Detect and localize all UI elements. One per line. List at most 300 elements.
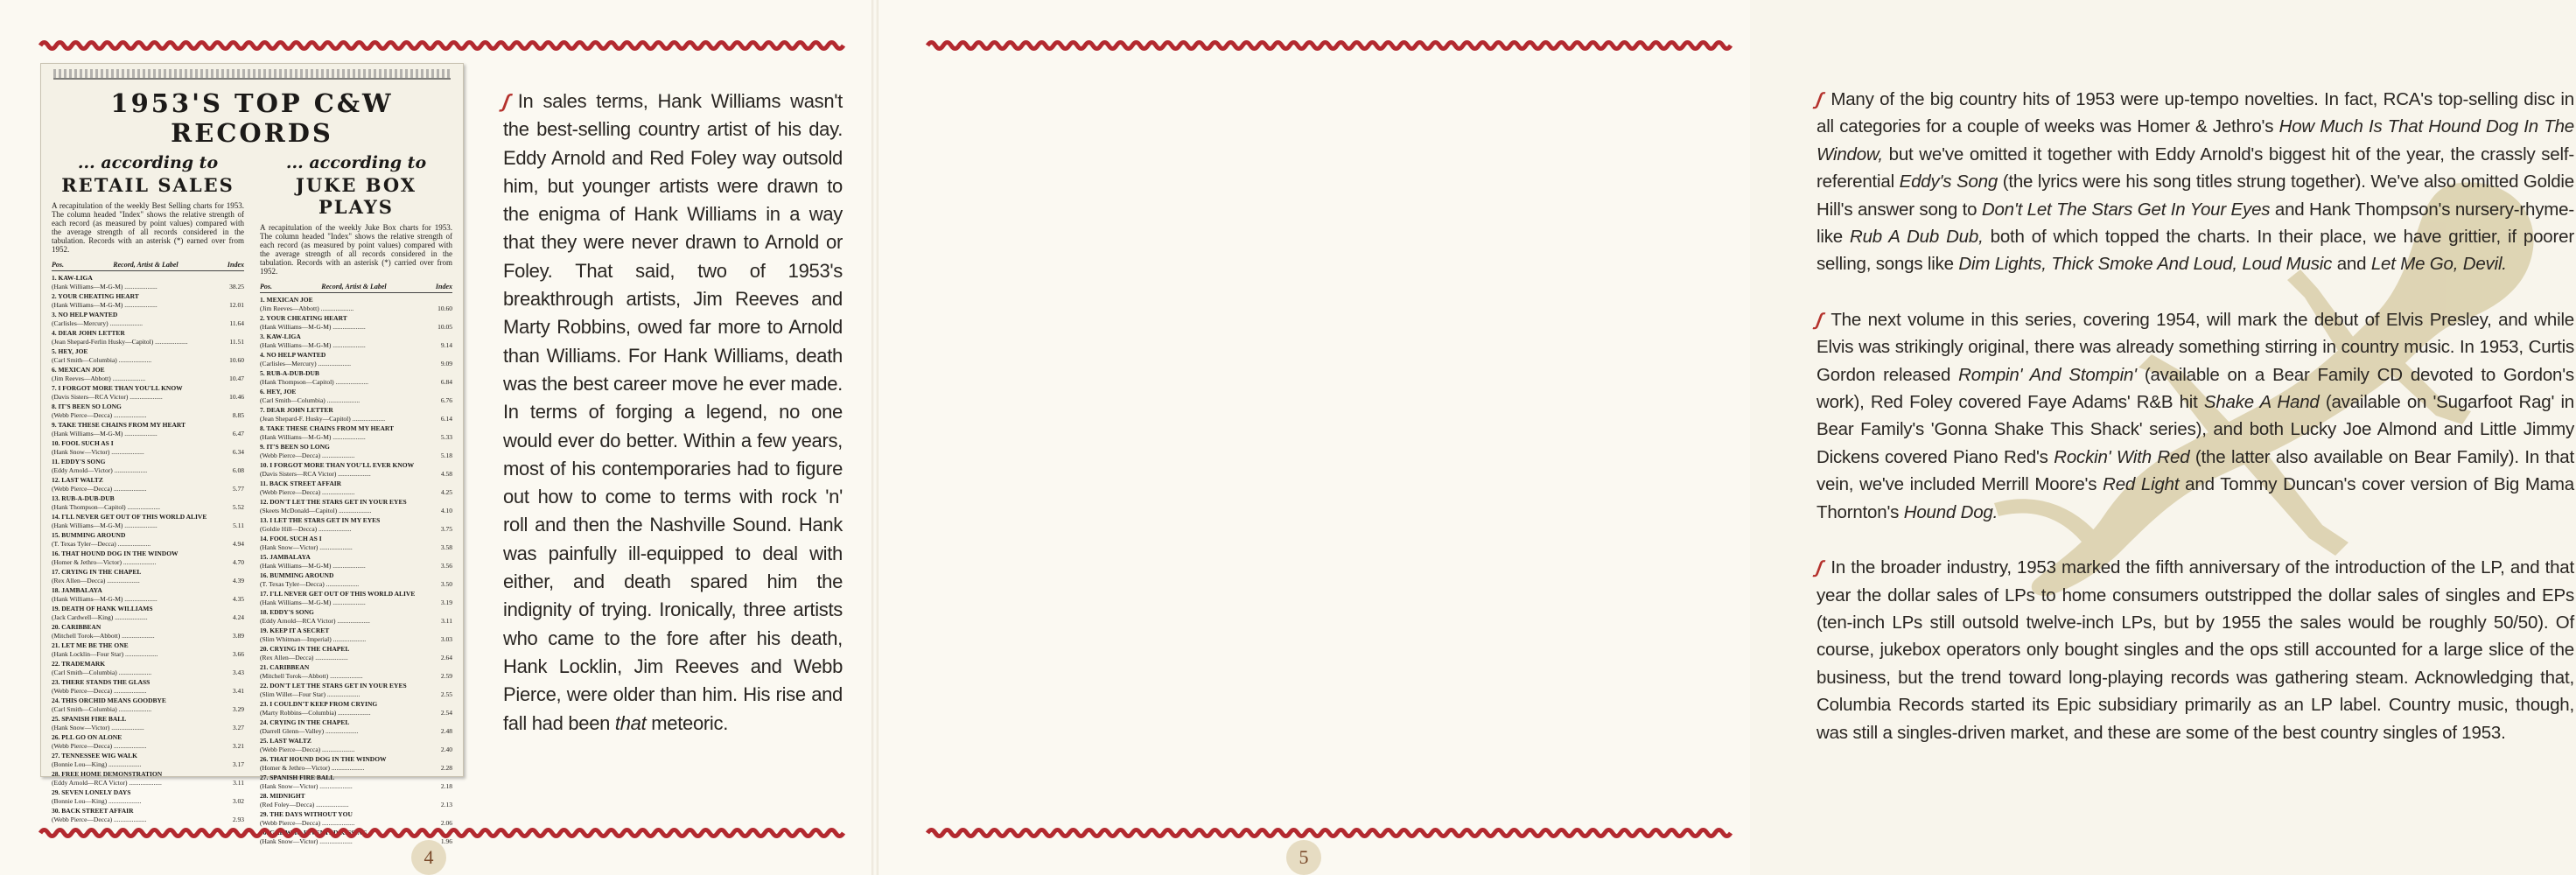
list-item bbox=[260, 755, 452, 772]
song-title: 13. I LET THE STARS GET IN MY EYES bbox=[260, 516, 381, 524]
text-run: The next volume in this series, covering 1954, will mark the debut of Elvis Presley, and while Elvis was strikingly original, there was already something stirring in country music. In 1953, Curtis Gordon released bbox=[1816, 309, 2574, 385]
artist-label: (Hank Williams—M-G-M) .................... bbox=[52, 429, 158, 438]
wave-line bbox=[928, 43, 1731, 49]
index-value: 5.33 bbox=[440, 432, 452, 441]
artist-label: (Webb Pierce—Decca) .................... bbox=[52, 741, 147, 750]
song-title: 16. THAT HOUND DOG IN THE WINDOW bbox=[52, 550, 178, 557]
index-value: 3.29 bbox=[232, 704, 244, 713]
list-item bbox=[52, 439, 244, 456]
list-item bbox=[260, 424, 452, 441]
text-run: (available on a Bear Family CD devoted to Gordon's work), Red Foley covered Faye Adams' R&B hit bbox=[1816, 364, 2574, 413]
index-value: 5.18 bbox=[440, 451, 452, 459]
list-item bbox=[52, 421, 244, 438]
body-paragraph-2 bbox=[1816, 306, 2574, 526]
artist-label: (Hank Thompson—Capitol) .................... bbox=[260, 377, 369, 386]
paragraph-text bbox=[1816, 557, 2574, 742]
italic-title-text: Rockin' With Red bbox=[2054, 446, 2190, 467]
song-title: 27. TENNESSEE WIG WALK bbox=[52, 752, 137, 760]
list-item bbox=[260, 700, 452, 717]
list-item bbox=[52, 752, 244, 768]
list-item bbox=[260, 774, 452, 790]
index-value: 4.25 bbox=[440, 487, 452, 496]
artist-label: (Goldie Hill—Decca) .................... bbox=[260, 524, 352, 533]
artist-label: (Rex Allen—Decca) .................... bbox=[260, 653, 348, 662]
index-value: 2.59 bbox=[440, 671, 452, 680]
retail-sales-column bbox=[52, 153, 244, 847]
text-run: In sales terms, Hank Williams wasn't the best-selling country artist of his day. Eddy Arnold and Red Foley way outsold him, but younger artists were drawn to the enigma of Hank Williams in a way that they were never drawn to Arnold or Foley. That said, two of 1953's breakthrough artists, Jim Reeves and Marty Robbins, owed far more to Arnold than Williams. For Hank Williams, death was the best career move he ever made. In terms of forging a legend, no one would ever do better. Within a few years, most of his contemporaries had to figure out how to come to terms with rock 'n' roll and then the Nashville Sound. Hank was painfully ill-equipped to deal with either, and death spared him the indignity of trying. Ironically, three artists who came to the fore after his death, Hank Locklin, Jim Reeves and Webb Pierce, were older than him. His rise and fall had been bbox=[503, 90, 843, 734]
song-title: 10. I FORGOT MORE THAN YOU'LL EVER KNOW bbox=[260, 461, 415, 469]
list-item bbox=[260, 626, 452, 643]
paragraph-text bbox=[1816, 310, 2574, 522]
index-value: 2.40 bbox=[440, 745, 452, 753]
song-title: 24. THIS ORCHID MEANS GOODBYE bbox=[52, 696, 166, 704]
list-item bbox=[52, 678, 244, 695]
song-title: 2. YOUR CHEATING HEART bbox=[52, 292, 139, 300]
artist-label: (Hank Williams—M-G-M) .................... bbox=[52, 282, 158, 290]
artist-label: (Webb Pierce—Decca) .................... bbox=[52, 686, 147, 695]
retail-column-headers bbox=[52, 261, 244, 271]
index-value: 5.11 bbox=[233, 521, 244, 529]
song-title: 20. CRYING IN THE CHAPEL bbox=[260, 645, 350, 653]
song-title: 25. SPANISH FIRE BALL bbox=[52, 715, 127, 723]
song-title: 20. CARIBBEAN bbox=[52, 623, 102, 631]
song-title: 17. CRYING IN THE CHAPEL bbox=[52, 568, 142, 576]
song-title: 23. I COULDN'T KEEP FROM CRYING bbox=[260, 700, 378, 708]
jukebox-sub1: ... according to bbox=[285, 153, 427, 172]
list-item bbox=[52, 531, 244, 548]
book-gutter bbox=[872, 0, 878, 875]
list-item bbox=[52, 788, 244, 805]
index-value: 4.70 bbox=[232, 557, 244, 566]
artist-label: (Eddy Arnold—RCA Victor) .................... bbox=[52, 778, 162, 787]
paragraph-swash-icon: ʃ bbox=[1815, 309, 1824, 330]
list-item bbox=[52, 458, 244, 474]
artist-label: (Slim Willet—Four Star) .................... bbox=[260, 690, 360, 698]
artist-label: (Hank Thompson—Capitol) .................... bbox=[52, 502, 161, 511]
song-title: 21. LET ME BE THE ONE bbox=[52, 641, 129, 649]
index-value: 1.96 bbox=[440, 836, 452, 845]
index-value: 8.85 bbox=[232, 410, 244, 419]
song-title: 4. NO HELP WANTED bbox=[260, 351, 326, 359]
list-item bbox=[52, 476, 244, 493]
index-value: 6.08 bbox=[232, 466, 244, 474]
list-item bbox=[52, 715, 244, 732]
index-value: 5.77 bbox=[232, 484, 244, 493]
song-title: 12. LAST WALTZ bbox=[52, 476, 103, 484]
record-header: Record, Artist & Label bbox=[113, 261, 178, 269]
jukebox-column bbox=[260, 153, 452, 847]
index-value: 10.60 bbox=[229, 355, 244, 364]
text-run: meteoric. bbox=[646, 711, 729, 734]
artist-label: (Red Foley—Decca) .................... bbox=[260, 800, 349, 808]
list-item bbox=[52, 807, 244, 823]
artist-label: (Hank Williams—M-G-M) .................... bbox=[52, 521, 158, 529]
artist-label: (Carl Smith—Columbia) .................... bbox=[52, 355, 152, 364]
song-title: 8. IT'S BEEN SO LONG bbox=[52, 402, 122, 410]
pos-header: Pos. bbox=[52, 261, 64, 269]
text-run: and Hank Thompson's nursery-rhyme-like bbox=[1816, 199, 2574, 248]
index-value: 11.51 bbox=[229, 337, 244, 346]
song-title: 29. SEVEN LONELY DAYS bbox=[52, 788, 131, 796]
list-item bbox=[260, 369, 452, 386]
italic-title-text: Dim Lights, Thick Smoke And Loud, Loud Music bbox=[1958, 254, 2333, 275]
wave-border-bottom-left bbox=[40, 826, 844, 840]
song-title: 7. I FORGOT MORE THAN YOU'LL KNOW bbox=[52, 384, 183, 392]
list-item bbox=[260, 351, 452, 368]
clipping-title: 1953'S TOP C&W RECORDS bbox=[110, 88, 394, 148]
song-title: 3. KAW-LIGA bbox=[260, 332, 301, 340]
list-item bbox=[260, 535, 452, 551]
index-value: 10.47 bbox=[229, 374, 244, 382]
artist-label: (Carl Smith—Columbia) .................... bbox=[52, 668, 152, 676]
song-title: 9. TAKE THESE CHAINS FROM MY HEART bbox=[52, 421, 186, 429]
artist-label: (Webb Pierce—Decca) .................... bbox=[52, 484, 147, 493]
wave-border-bottom-right bbox=[928, 826, 1729, 840]
list-item bbox=[260, 663, 452, 680]
left-body-text bbox=[500, 88, 843, 738]
index-value: 9.14 bbox=[440, 340, 452, 349]
list-item bbox=[52, 568, 244, 584]
artist-label: (Hank Williams—M-G-M) .................... bbox=[52, 300, 158, 309]
list-item bbox=[52, 586, 244, 603]
artist-label: (Carlisles—Mercury) .................... bbox=[260, 359, 351, 368]
song-title: 2. YOUR CHEATING HEART bbox=[260, 314, 347, 322]
artist-label: (Carlisles—Mercury) .................... bbox=[52, 318, 143, 327]
italic-title-text: How Much Is That Hound Dog In The Window, bbox=[1816, 116, 2575, 164]
list-item bbox=[260, 480, 452, 496]
list-item bbox=[52, 605, 244, 621]
artist-label: (Hank Locklin—Four Star) .................... bbox=[52, 649, 158, 658]
song-title: 11. BACK STREET AFFAIR bbox=[260, 480, 342, 487]
text-run: and bbox=[2332, 254, 2371, 275]
list-item bbox=[260, 516, 452, 533]
index-value: 3.56 bbox=[440, 561, 452, 570]
artist-label: (Hank Williams—M-G-M) .................... bbox=[52, 594, 158, 603]
list-item bbox=[260, 682, 452, 698]
song-title: 15. JAMBALAYA bbox=[260, 553, 311, 561]
artist-label: (Jack Cardwell—King) .................... bbox=[52, 612, 148, 621]
retail-list bbox=[52, 274, 244, 823]
song-title: 5. HEY, JOE bbox=[52, 347, 88, 355]
song-title: 30. GAL WHO INVENTED KISSING bbox=[260, 829, 368, 836]
index-value: 2.93 bbox=[232, 815, 244, 823]
artist-label: (Homer & Jethro—Victor) .................... bbox=[52, 557, 157, 566]
list-item bbox=[52, 660, 244, 676]
list-item bbox=[260, 498, 452, 514]
list-item bbox=[52, 292, 244, 309]
artist-label: (Webb Pierce—Decca) .................... bbox=[260, 818, 355, 827]
song-title: 25. LAST WALTZ bbox=[260, 737, 312, 745]
list-item bbox=[52, 623, 244, 640]
song-title: 7. DEAR JOHN LETTER bbox=[260, 406, 333, 414]
paragraph-swash-icon: ʃ bbox=[1815, 557, 1824, 578]
list-item bbox=[260, 718, 452, 735]
index-value: 11.64 bbox=[229, 318, 244, 327]
text-run: and Tommy Duncan's cover version of Big Mama Thornton's bbox=[1816, 474, 2574, 522]
artist-label: (Bonnie Lou—King) .................... bbox=[52, 796, 142, 805]
artist-label: (Skeets McDonald—Capitol) .................... bbox=[260, 506, 372, 514]
list-item bbox=[260, 810, 452, 827]
list-item bbox=[260, 296, 452, 312]
text-run: Many of the big country hits of 1953 were up-tempo novelties. In fact, RCA's top-selling disc in all categories for a couple of weeks was Homer & Jethro's bbox=[1816, 89, 2574, 137]
list-item bbox=[260, 388, 452, 404]
index-value: 10.05 bbox=[438, 322, 452, 331]
artist-label: (Carl Smith—Columbia) .................... bbox=[52, 704, 152, 713]
text-run: In the broader industry, 1953 marked the fifth anniversary of the introduction of the LP, and that year the dollar sales of LPs to home consumers outstripped the dollar sales of singles and EPs (ten-inch LPs still outsold twelve-inch LPs, but by 1955 the sales would be roughly 50/50). Of course, jukebox operators only bought singles and the ops still accounted for a large slice of the business, but the trend toward long-playing records was gathering steam. Acknowledging that, Columbia Records started its Epic subsidiary primarily as an LP label. Country music, though, was still a singles-driven market, and these are some of the best country singles of 1953. bbox=[1816, 557, 2574, 743]
list-item bbox=[52, 384, 244, 401]
italic-title-text: Let Me Go, Devil. bbox=[2370, 254, 2507, 275]
artist-label: (Eddy Arnold—RCA Victor) .................... bbox=[260, 616, 370, 625]
artist-label: (Homer & Jethro—Victor) .................... bbox=[260, 763, 365, 772]
index-value: 6.84 bbox=[440, 377, 452, 386]
list-item bbox=[52, 641, 244, 658]
artist-label: (Webb Pierce—Decca) .................... bbox=[52, 410, 147, 419]
jukebox-intro: A recapitulation of the weekly Juke Box charts for 1953. The column headed "Index" shows the relative strength of each record (as measured by point values) compared with the average strength of all records considered in the tabulation. Records with an asterisk (*) carried over from 1952. bbox=[260, 223, 452, 276]
wave-line bbox=[40, 43, 844, 49]
index-value: 3.27 bbox=[232, 723, 244, 732]
index-value: 2.06 bbox=[440, 818, 452, 827]
italic-title-text: Shake A Hand bbox=[2203, 392, 2320, 413]
list-item bbox=[52, 274, 244, 290]
index-value: 12.01 bbox=[229, 300, 244, 309]
index-value: 3.50 bbox=[440, 579, 452, 588]
index-value: 3.11 bbox=[441, 616, 452, 625]
song-title: 22. DON'T LET THE STARS GET IN YOUR EYES bbox=[260, 682, 407, 690]
paragraph-swash-icon: ʃ bbox=[1815, 89, 1824, 109]
right-page bbox=[878, 0, 2575, 875]
pos-header: Pos. bbox=[260, 283, 272, 290]
artist-label: (Rex Allen—Decca) .................... bbox=[52, 576, 140, 584]
index-value: 9.09 bbox=[440, 359, 452, 368]
list-item bbox=[52, 329, 244, 346]
song-title: 27. SPANISH FIRE BALL bbox=[260, 774, 335, 781]
song-title: 6. MEXICAN JOE bbox=[52, 366, 105, 374]
song-title: 12. DON'T LET THE STARS GET IN YOUR EYES bbox=[260, 498, 407, 506]
wave-line bbox=[928, 830, 1731, 836]
list-item bbox=[260, 553, 452, 570]
jukebox-sub2: JUKE BOX PLAYS bbox=[295, 174, 417, 218]
list-item bbox=[52, 402, 244, 419]
song-title: 19. DEATH OF HANK WILLIAMS bbox=[52, 605, 153, 612]
song-title: 19. KEEP IT A SECRET bbox=[260, 626, 330, 634]
artist-label: (Webb Pierce—Decca) .................... bbox=[260, 487, 355, 496]
index-value: 6.34 bbox=[232, 447, 244, 456]
artist-label: (Hank Snow—Victor) .................... bbox=[52, 447, 144, 456]
artist-label: (Darrell Glenn—Valley) .................... bbox=[260, 726, 359, 735]
body-paragraph-3 bbox=[1816, 554, 2574, 746]
artist-label: (Marty Robbins—Columbia) .................... bbox=[260, 708, 371, 717]
index-value: 5.52 bbox=[232, 502, 244, 511]
index-value: 4.24 bbox=[232, 612, 244, 621]
artist-label: (Hank Williams—M-G-M) .................... bbox=[260, 432, 366, 441]
index-value: 3.89 bbox=[232, 631, 244, 640]
list-item bbox=[260, 608, 452, 625]
italic-title-text: Red Light bbox=[2103, 474, 2180, 495]
index-value: 4.58 bbox=[440, 469, 452, 478]
artist-label: (Mitchell Torok—Abbott) .................... bbox=[260, 671, 363, 680]
song-title: 26. PLL GO ON ALONE bbox=[52, 733, 122, 741]
index-value: 4.10 bbox=[440, 506, 452, 514]
artist-label: (T. Texas Tyler—Decca) .................... bbox=[52, 539, 151, 548]
index-value: 2.64 bbox=[440, 653, 452, 662]
list-item bbox=[260, 406, 452, 423]
artist-label: (Webb Pierce—Decca) .................... bbox=[260, 451, 355, 459]
italic-title-text: Rompin' And Stompin' bbox=[1958, 364, 2137, 385]
list-item bbox=[52, 513, 244, 529]
index-header: Index bbox=[227, 261, 244, 269]
italic-title-text: Eddy's Song bbox=[1899, 172, 1998, 192]
retail-sub1: ... according to bbox=[77, 153, 219, 172]
index-value: 2.54 bbox=[440, 708, 452, 717]
left-page bbox=[0, 0, 872, 875]
index-value: 2.55 bbox=[440, 690, 452, 698]
index-value: 6.14 bbox=[440, 414, 452, 423]
index-value: 3.43 bbox=[232, 668, 244, 676]
italic-title-text: that bbox=[614, 711, 647, 734]
list-item bbox=[52, 366, 244, 382]
index-value: 10.46 bbox=[229, 392, 244, 401]
song-title: 13. RUB-A-DUB-DUB bbox=[52, 494, 115, 502]
paragraph-text bbox=[503, 90, 843, 734]
list-item bbox=[52, 770, 244, 787]
song-title: 26. THAT HOUND DOG IN THE WINDOW bbox=[260, 755, 387, 763]
list-item bbox=[260, 314, 452, 331]
artist-label: (Hank Snow—Victor) .................... bbox=[260, 836, 353, 845]
list-item bbox=[260, 737, 452, 753]
paragraph-swash-icon: ʃ bbox=[500, 90, 512, 112]
song-title: 29. THE DAYS WITHOUT YOU bbox=[260, 810, 353, 818]
list-item bbox=[52, 347, 244, 364]
italic-title-text: Don't Let The Stars Get In Your Eyes bbox=[1981, 199, 2271, 220]
song-title: 11. EDDY'S SONG bbox=[52, 458, 106, 466]
list-item bbox=[260, 590, 452, 606]
song-title: 21. CARIBBEAN bbox=[260, 663, 310, 671]
index-value: 3.02 bbox=[232, 796, 244, 805]
artist-label: (Davis Sisters—RCA Victor) .................... bbox=[260, 469, 371, 478]
list-item bbox=[260, 792, 452, 808]
artist-label: (Carl Smith—Columbia) .................... bbox=[260, 396, 360, 404]
artist-label: (Jean Shepard-F. Husky—Capitol) .................... bbox=[260, 414, 386, 423]
song-title: 9. IT'S BEEN SO LONG bbox=[260, 443, 330, 451]
artist-label: (Slim Whitman—Imperial) .................... bbox=[260, 634, 367, 643]
index-value: 3.17 bbox=[232, 760, 244, 768]
index-value: 3.11 bbox=[233, 778, 244, 787]
song-title: 1. MEXICAN JOE bbox=[260, 296, 313, 304]
song-title: 5. RUB-A-DUB-DUB bbox=[260, 369, 319, 377]
italic-title-text: Rub A Dub Dub, bbox=[1850, 227, 1984, 248]
wave-border-top-right bbox=[928, 38, 1729, 52]
jukebox-list bbox=[260, 296, 452, 845]
artist-label: (Hank Snow—Victor) .................... bbox=[52, 723, 144, 732]
artist-label: (Hank Snow—Victor) .................... bbox=[260, 542, 353, 551]
list-item bbox=[260, 645, 452, 662]
index-value: 3.41 bbox=[232, 686, 244, 695]
page-number-4: 4 bbox=[411, 840, 446, 875]
song-title: 28. MIDNIGHT bbox=[260, 792, 305, 800]
song-title: 4. DEAR JOHN LETTER bbox=[52, 329, 125, 337]
right-body-text bbox=[1816, 86, 2574, 746]
index-value: 4.39 bbox=[232, 576, 244, 584]
index-value: 3.19 bbox=[440, 598, 452, 606]
jukebox-column-headers bbox=[260, 283, 452, 293]
index-value: 2.48 bbox=[440, 726, 452, 735]
song-title: 6. HEY, JOE bbox=[260, 388, 297, 396]
index-value: 3.66 bbox=[232, 649, 244, 658]
song-title: 18. JAMBALAYA bbox=[52, 586, 102, 594]
text-run: (the latter also available on Bear Family). In that vein, we've included Merrill Moore's bbox=[1816, 446, 2574, 495]
index-value: 3.21 bbox=[232, 741, 244, 750]
body-paragraph bbox=[500, 88, 843, 738]
index-value: 3.03 bbox=[440, 634, 452, 643]
artist-label: (Hank Williams—M-G-M) .................... bbox=[260, 561, 366, 570]
page-number-5: 5 bbox=[1286, 840, 1321, 875]
retail-sub2: RETAIL SALES bbox=[61, 174, 234, 196]
song-title: 24. CRYING IN THE CHAPEL bbox=[260, 718, 350, 726]
song-title: 8. TAKE THESE CHAINS FROM MY HEART bbox=[260, 424, 395, 432]
song-title: 1. KAW-LIGA bbox=[52, 274, 93, 282]
artist-label: (Hank Snow—Victor) .................... bbox=[260, 781, 353, 790]
index-value: 3.58 bbox=[440, 542, 452, 551]
text-run: both of which topped the charts. In their place, we have grittier, if poorer selling, songs like bbox=[1816, 227, 2574, 275]
list-item bbox=[260, 332, 452, 349]
artist-label: (Webb Pierce—Decca) .................... bbox=[52, 815, 147, 823]
song-title: 18. EDDY'S SONG bbox=[260, 608, 314, 616]
index-value: 2.13 bbox=[440, 800, 452, 808]
record-header: Record, Artist & Label bbox=[321, 283, 387, 290]
song-title: 14. I'LL NEVER GET OUT OF THIS WORLD ALIVE bbox=[52, 513, 207, 521]
index-value: 2.28 bbox=[440, 763, 452, 772]
artist-label: (Bonnie Lou—King) .................... bbox=[52, 760, 142, 768]
song-title: 3. NO HELP WANTED bbox=[52, 311, 118, 318]
text-run: (the lyrics were his song titles strung together). We've also omitted Goldie Hill's answer song to bbox=[1816, 172, 2574, 220]
artist-label: (Hank Williams—M-G-M) .................... bbox=[260, 322, 366, 331]
index-value: 2.18 bbox=[440, 781, 452, 790]
artist-label: (Jim Reeves—Abbott) .................... bbox=[260, 304, 354, 312]
artist-label: (Webb Pierce—Decca) .................... bbox=[260, 745, 355, 753]
artist-label: (T. Texas Tyler—Decca) .................... bbox=[260, 579, 360, 588]
artist-label: (Jim Reeves—Abbott) .................... bbox=[52, 374, 146, 382]
clipping-header-rule bbox=[53, 69, 451, 80]
list-item bbox=[52, 494, 244, 511]
text-run: (available on 'Sugarfoot Rag' in Bear Family's 'Gonna Shake This Shack' series), and both Lucky Joe Almond and Little Jimmy Dickens covered Piano Red's bbox=[1816, 392, 2575, 467]
body-paragraph-1 bbox=[1816, 86, 2574, 278]
index-value: 10.60 bbox=[438, 304, 452, 312]
list-item bbox=[52, 311, 244, 327]
song-title: 16. BUMMING AROUND bbox=[260, 571, 334, 579]
retail-intro: A recapitulation of the weekly Best Selling charts for 1953. The column headed "Index" shows the relative strength of each record (as measured by point values) compared with the average strength of all records considered in the tabulation. Records with an asterisk (*) earned over from 1952. bbox=[52, 201, 244, 254]
song-title: 23. THERE STANDS THE GLASS bbox=[52, 678, 150, 686]
list-item bbox=[260, 461, 452, 478]
song-title: 17. I'LL NEVER GET OUT OF THIS WORLD ALIVE bbox=[260, 590, 416, 598]
paragraph-text bbox=[1816, 89, 2574, 274]
song-title: 22. TRADEMARK bbox=[52, 660, 106, 668]
artist-label: (Davis Sisters—RCA Victor) .................... bbox=[52, 392, 163, 401]
list-item bbox=[52, 696, 244, 713]
index-value: 4.94 bbox=[232, 539, 244, 548]
list-item bbox=[52, 550, 244, 566]
index-value: 3.75 bbox=[440, 524, 452, 533]
index-value: 4.35 bbox=[232, 594, 244, 603]
list-item bbox=[260, 443, 452, 459]
list-item bbox=[260, 571, 452, 588]
song-title: 10. FOOL SUCH AS I bbox=[52, 439, 114, 447]
index-value: 6.47 bbox=[232, 429, 244, 438]
index-header: Index bbox=[435, 283, 452, 290]
artist-label: (Hank Williams—M-G-M) .................... bbox=[260, 598, 366, 606]
chart-clipping bbox=[40, 63, 464, 845]
artist-label: (Mitchell Torok—Abbott) .................... bbox=[52, 631, 155, 640]
artist-label: (Hank Williams—M-G-M) .................... bbox=[260, 340, 366, 349]
